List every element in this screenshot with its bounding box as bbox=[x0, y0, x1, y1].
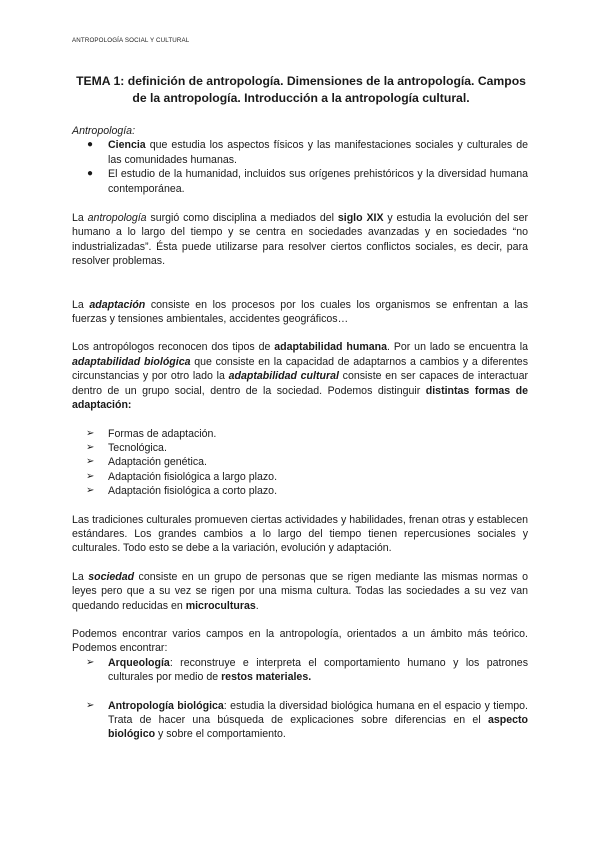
bullet-icon: ● bbox=[87, 139, 94, 151]
fields-list bbox=[72, 656, 528, 742]
list-item: ➢ Adaptación fisiológica a corto plazo. bbox=[86, 485, 278, 498]
list-item: ● Ciencia que estudia los aspectos físicos y las manifestaciones sociales y culturales de las comunidades humanas. bbox=[87, 139, 528, 166]
list-item: ➢ Antropología biológica: estudia la diversidad biológica humana en el espacio y tiempo. Trata de hacer una búsqueda de explicaciones sobre diferencias en el aspecto biológico y sobre el comportamiento. bbox=[86, 699, 528, 741]
list-item: ➢ Formas de adaptación. bbox=[86, 427, 217, 440]
arrow-bullet-icon: ➢ bbox=[86, 470, 95, 482]
paragraph-traditions: Las tradiciones culturales promueven ciertas actividades y habilidades, frenan otras y establecen estándares. Los grandes cambios a lo largo del tiempo tienen repercusiones sociales y culturales. Todo esto se debe a la variación, evolución y adaptación. bbox=[72, 513, 528, 555]
list-item: ➢ Adaptación fisiológica a largo plazo. bbox=[86, 470, 278, 483]
adaptation-forms-list bbox=[72, 427, 528, 499]
page-title: TEMA 1: definición de antropología. Dimensiones de la antropología. Campos de la antropología. Introducción a la antropología cultural. bbox=[76, 74, 526, 105]
list-item: ● El estudio de la humanidad, incluidos sus orígenes prehistóricos y la diversidad humana contemporánea. bbox=[87, 168, 528, 195]
course-header: ANTROPOLOGÍA SOCIAL Y CULTURAL bbox=[72, 37, 190, 44]
paragraph-adaptability: Los antropólogos reconocen dos tipos de adaptabilidad humana. Por un lado se encuentra la adaptabilidad biológica que consiste en la capacidad de adaptarnos a cambios y a diferentes circunstancias y por otro lado la adaptabilidad cultural consiste en ser capaces de interactuar dentro de un grupo social, dentro de la sociedad. Podemos distinguir distintas formas de adaptación: bbox=[72, 341, 529, 412]
arrow-bullet-icon: ➢ bbox=[86, 427, 95, 439]
paragraph-fields-intro: Podemos encontrar varios campos en la antropología, orientados a un ámbito más teórico. Podemos encontrar: bbox=[72, 627, 528, 655]
arrow-bullet-icon: ➢ bbox=[86, 485, 95, 497]
document-body bbox=[72, 124, 528, 742]
definition-label: Antropología: bbox=[72, 125, 136, 137]
definition-list bbox=[72, 138, 528, 196]
list-item: ➢ Arqueología: reconstruye e interpreta el comportamiento humano y los patrones culturales por medio de restos materiales. bbox=[86, 656, 528, 684]
arrow-bullet-icon: ➢ bbox=[86, 656, 95, 668]
arrow-bullet-icon: ➢ bbox=[86, 456, 95, 468]
bullet-icon: ● bbox=[87, 168, 94, 180]
list-item: ➢ Adaptación genética. bbox=[86, 456, 207, 469]
list-item: ➢ Tecnológica. bbox=[86, 441, 167, 454]
paragraph-society: La sociedad consiste en un grupo de personas que se rigen mediante las mismas normas o leyes pero que a su vez se rigen por una misma cultura. Todas las sociedades a su vez van quedando reducidas en microculturas. bbox=[72, 570, 529, 612]
paragraph-adaptation: La adaptación consiste en los procesos por los cuales los organismos se enfrentan a las fuerzas y tensiones ambientales, accidentes geográficos… bbox=[72, 298, 528, 326]
arrow-bullet-icon: ➢ bbox=[86, 441, 95, 453]
arrow-bullet-icon: ➢ bbox=[86, 699, 95, 711]
paragraph-origin: La antropología surgió como disciplina a mediados del siglo XIX y estudia la evolución del ser humano a lo largo del tiempo y se centra en sociedades avanzadas y en sociedades “no industrializadas”. Ésta puede utilizarse para resolver ciertos conflictos sociales, es decir, para resolver problemas. bbox=[72, 212, 528, 268]
